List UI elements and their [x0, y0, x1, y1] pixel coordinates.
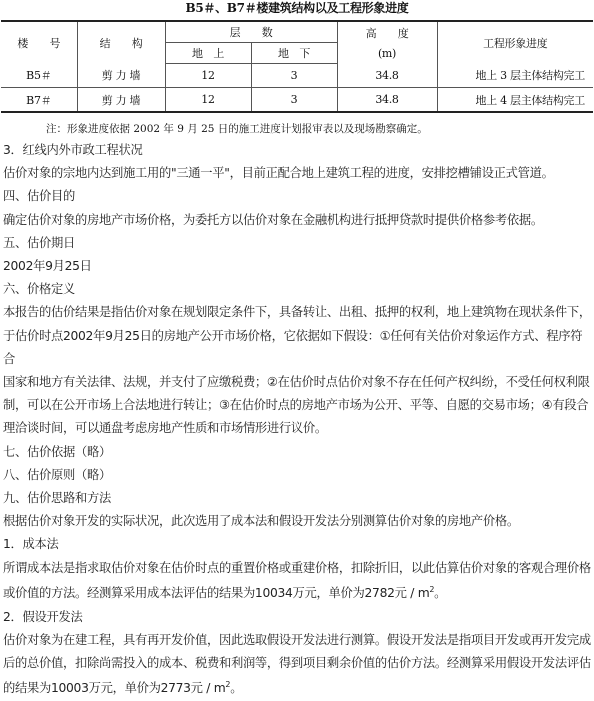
paragraph-line: 后的总价值，扣除尚需投入的成本、税费和利润等，得到项目剩余价值的估价方法。经测算采用假设开发法评估: [3, 656, 591, 671]
paragraph: 2002年9月25日: [3, 259, 92, 274]
paragraph-line: 于估价时点2002年9月25日的房地产公开市场价格，它依据如下假设：①任何有关估价对象运作方式、程序符合: [3, 328, 583, 366]
cell-below: 3: [251, 64, 337, 88]
paragraph-line: [3, 580, 591, 606]
section-heading: 九、估价思路和方法: [3, 491, 111, 506]
text-run: 。: [230, 681, 243, 696]
section-heading: 五、估价期日: [3, 235, 75, 250]
section-heading: 七、估价依据（略）: [3, 444, 111, 459]
header-structure: 结 构: [77, 21, 165, 64]
paragraph-line: 制，可以在公开市场上合法地进行转让；③在估价时点的房地产市场为公开、平等、自愿的交易市场；④有段合: [3, 398, 589, 413]
header-below-ground: 地 下: [251, 43, 337, 64]
report-body: [3, 139, 591, 701]
cell-structure: 剪 力 墙: [77, 64, 165, 88]
paragraph-line: [3, 675, 591, 701]
paragraph-line: 理洽谈时间，可以通盘考虑房地产性质和市场情形进行议价。: [3, 421, 327, 436]
header-above-ground: 地 上: [165, 43, 251, 64]
section-heading: 六、价格定义: [3, 282, 75, 297]
table-row: [1, 88, 593, 113]
cell-structure: 剪 力 墙: [77, 88, 165, 113]
header-progress: 工程形象进度: [437, 21, 593, 64]
paragraph-line: 所谓成本法是指求取估价对象在估价时点的重置价格或重建价格，扣除折旧，以此估算估价对象的客观合理价格: [3, 560, 591, 575]
table-header-row: [1, 21, 593, 43]
superscript: 2: [429, 584, 435, 594]
cell-above: 12: [165, 64, 251, 88]
header-building: 楼 号: [1, 21, 77, 64]
paragraph-line: 估价对象为在建工程，具有再开发价值，因此选取假设开发法进行测算。假设开发法是指项目开发或再开发完成: [3, 633, 591, 648]
paragraph-line: 本报告的估价结果是指估价对象在规划限定条件下，具备转让、出租、抵押的权利，地上建筑物在现状条件下，: [3, 305, 591, 320]
section-heading: 八、估价原则（略）: [3, 467, 111, 482]
header-floors: 层 数: [165, 21, 337, 43]
cell-progress: 地上 4 层主体结构完工: [437, 88, 593, 113]
cell-below: 3: [251, 88, 337, 113]
subsection-heading: 2．假设开发法: [3, 609, 83, 624]
paragraph-line: 国家和地方有关法律、法规，并支付了应缴税费；②在估价时点估价对象不存在任何产权纠纷，不受任何权利限: [3, 375, 590, 390]
cell-height: 34.8: [337, 64, 437, 88]
table-row: [1, 64, 593, 88]
text-run: 的结果为10003万元，单价为2773元 / m: [3, 681, 226, 696]
building-progress-table: [1, 20, 593, 113]
superscript: 2: [225, 680, 231, 690]
subsection-heading: 1．成本法: [3, 537, 59, 552]
cell-height: 34.8: [337, 88, 437, 113]
table-note: 注：形象进度依据 2002 年 9 月 25 日的施工进度计划报审表以及现场勘察确定。: [46, 123, 428, 135]
text-run: 。: [434, 585, 447, 600]
paragraph: 估价对象的宗地内达到施工用的"三通一平"，目前正配合地上建筑工程的进度，安排挖槽铺设正式管道。: [3, 166, 554, 181]
header-height-unit: (m): [377, 47, 397, 61]
cell-building: B5＃: [1, 64, 77, 88]
section-heading: 3．红线内外市政工程状况: [3, 143, 143, 157]
table-title: B5＃、B7＃楼建筑结构以及工程形象进度: [185, 1, 409, 15]
cell-building: B7＃: [1, 88, 77, 113]
header-height-label: 高 度: [365, 27, 409, 41]
cell-progress: 地上 3 层主体结构完工: [437, 64, 593, 88]
text-run: 或价值的方法。经测算采用成本法评估的结果为10034万元，单价为2782元 / m: [3, 585, 430, 600]
cell-above: 12: [165, 88, 251, 113]
section-heading: 四、估价目的: [3, 189, 75, 204]
paragraph: 确定估价对象的房地产市场价格，为委托方以估价对象在金融机构进行抵押贷款时提供价格参考依据。: [3, 212, 543, 227]
paragraph: 根据估价对象开发的实际状况，此次选用了成本法和假设开发法分别测算估价对象的房地产价格。: [3, 514, 519, 529]
header-height: [337, 21, 437, 64]
